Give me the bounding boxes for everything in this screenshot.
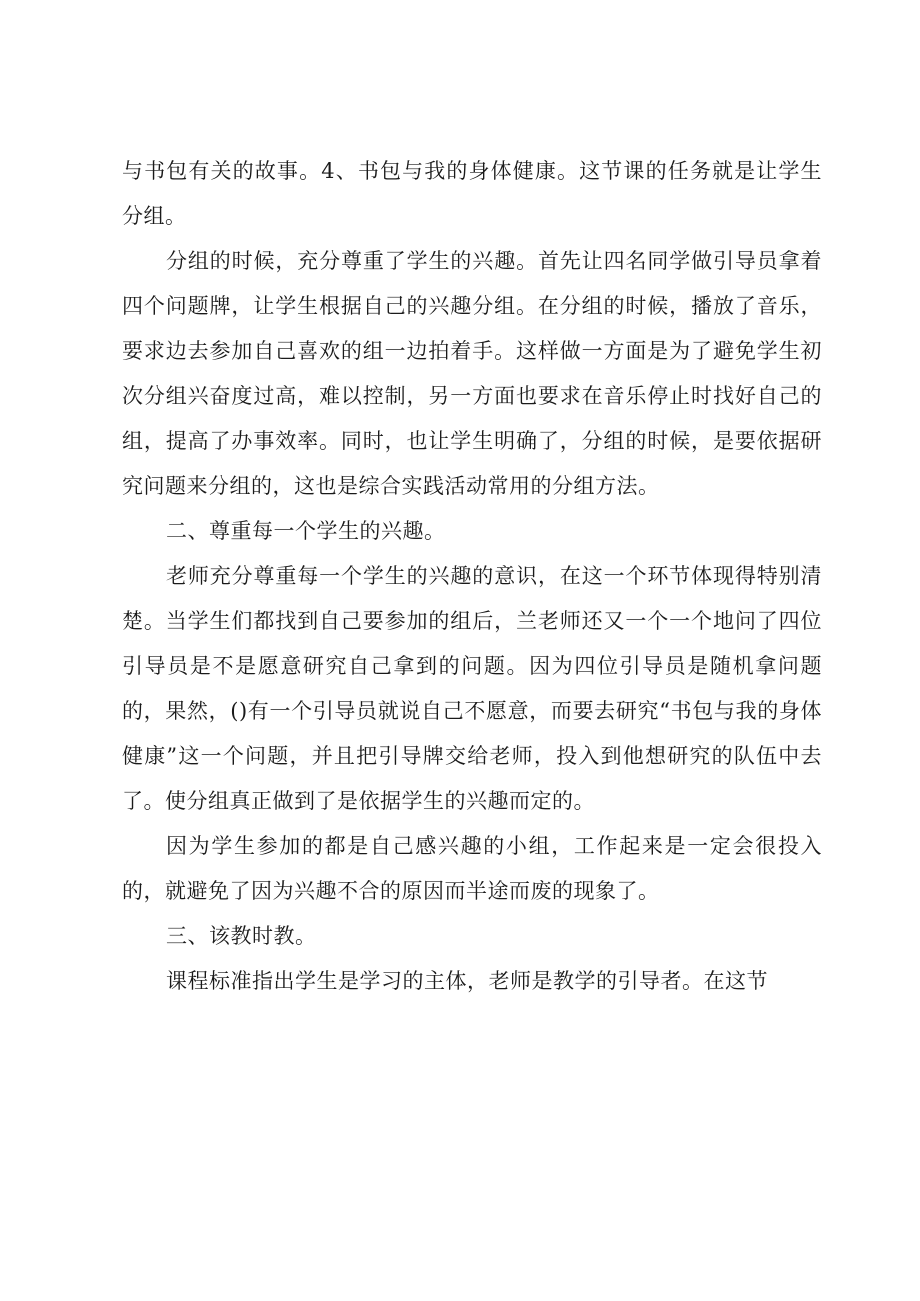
section-heading-3: 三、该教时教。 [166,924,317,948]
paragraph-engagement: 因为学生参加的都是自己感兴趣的小组，工作起来是一定会很投入的，就避免了因为兴趣不合的原因而半途而废的现象了。 [122,834,822,903]
document-body [122,149,822,1004]
paragraph-respect-interest: 老师充分尊重每一个学生的兴趣的意识，在这一个环节体现得特别清楚。当学生们都找到自己要参加的组后，兰老师还又一个一个地问了四位引导员是不是愿意研究自己拿到的问题。因为四位引导员是随机拿问题的，果然，()有一个引导员就说自己不愿意，而要去研究“书包与我的身体健康”这一个问题，并且把引导牌交给老师，投入到他想研究的队伍中去了。使分组真正做到了是依据学生的兴趣而定的。 [122,564,822,813]
paragraph-curriculum: 课程标准指出学生是学习的主体，老师是教学的引导者。在这节 [166,969,768,993]
paragraph-grouping: 分组的时候，充分尊重了学生的兴趣。首先让四名同学做引导员拿着四个问题牌，让学生根据自己的兴趣分组。在分组的时候，播放了音乐，要求边去参加自己喜欢的组一边拍着手。这样做一方面是为了避免学生初次分组兴奋度过高，难以控制，另一方面也要求在音乐停止时找好自己的组，提高了办事效率。同时，也让学生明确了，分组的时候，是要依据研究问题来分组的，这也是综合实践活动常用的分组方法。 [122,249,822,498]
section-heading-2: 二、尊重每一个学生的兴趣。 [166,519,446,543]
paragraph-continuation: 与书包有关的故事。4、书包与我的身体健康。这节课的任务就是让学生分组。 [122,159,822,228]
